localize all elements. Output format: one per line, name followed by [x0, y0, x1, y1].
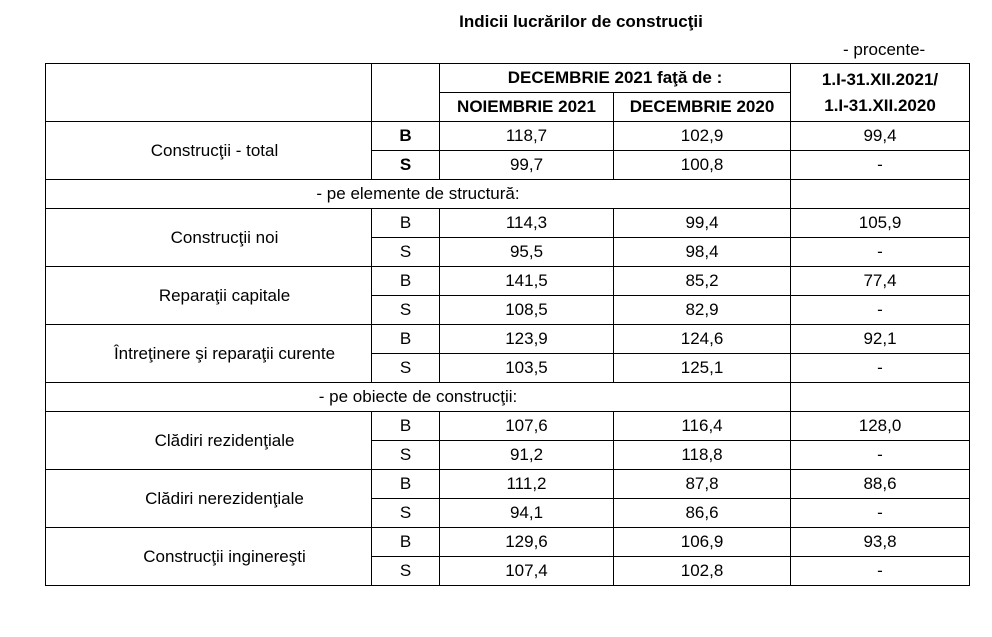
section-blank: [791, 383, 970, 412]
value-nov: 114,3: [440, 209, 614, 238]
header-blank-label: [46, 64, 372, 122]
header-blank-type: [372, 64, 440, 122]
value-cum: -: [791, 354, 970, 383]
section-label-objects: - pe obiecte de construcţii:: [46, 383, 791, 412]
value-nov: 94,1: [440, 499, 614, 528]
value-nov: 118,7: [440, 122, 614, 151]
value-dec: 102,9: [614, 122, 791, 151]
section-label-structure: - pe elemente de structură:: [46, 180, 791, 209]
header-cumulative: [791, 64, 970, 122]
value-dec: 116,4: [614, 412, 791, 441]
row-label: Reparaţii capitale: [46, 267, 372, 325]
value-dec: 102,8: [614, 557, 791, 586]
header-cum-line2: 1.I-31.XII.2020: [824, 95, 936, 115]
value-cum: 93,8: [791, 528, 970, 557]
value-dec: 85,2: [614, 267, 791, 296]
value-dec: 98,4: [614, 238, 791, 267]
type-cell: S: [372, 354, 440, 383]
table-title: Indicii lucrărilor de construcţii: [459, 12, 703, 31]
type-cell: B: [372, 209, 440, 238]
header-group-label: DECEMBRIE 2021 faţă de :: [440, 64, 791, 93]
type-cell: B: [372, 528, 440, 557]
value-nov: 107,6: [440, 412, 614, 441]
type-cell: S: [372, 499, 440, 528]
value-nov: 141,5: [440, 267, 614, 296]
table-row: [46, 267, 970, 296]
value-dec: 100,8: [614, 151, 791, 180]
table-row: [46, 412, 970, 441]
value-cum: -: [791, 441, 970, 470]
table-row: [46, 209, 970, 238]
value-cum: 77,4: [791, 267, 970, 296]
table-row: [46, 470, 970, 499]
value-nov: 95,5: [440, 238, 614, 267]
value-cum: 88,6: [791, 470, 970, 499]
type-cell: S: [372, 557, 440, 586]
table-row: [46, 325, 970, 354]
value-dec: 124,6: [614, 325, 791, 354]
value-dec: 99,4: [614, 209, 791, 238]
unit-note: - procente-: [843, 40, 926, 59]
type-cell: S: [372, 151, 440, 180]
row-label: Întreţinere şi reparaţii curente: [46, 325, 372, 383]
value-nov: 129,6: [440, 528, 614, 557]
value-nov: 107,4: [440, 557, 614, 586]
type-cell: S: [372, 238, 440, 267]
table-row: [46, 528, 970, 557]
row-label: Construcţii inginereşti: [46, 528, 372, 586]
type-cell: B: [372, 122, 440, 151]
row-label: Clădiri rezidenţiale: [46, 412, 372, 470]
section-blank: [791, 180, 970, 209]
value-cum: -: [791, 238, 970, 267]
value-nov: 91,2: [440, 441, 614, 470]
type-cell: B: [372, 412, 440, 441]
type-cell: B: [372, 267, 440, 296]
value-cum: 92,1: [791, 325, 970, 354]
type-cell: S: [372, 441, 440, 470]
type-cell: S: [372, 296, 440, 325]
header-cum-line1: 1.I-31.XII.2021/: [821, 69, 939, 89]
type-cell: B: [372, 470, 440, 499]
value-dec: 82,9: [614, 296, 791, 325]
section-row: [46, 180, 970, 209]
table-title-wrap: [0, 12, 992, 32]
value-nov: 99,7: [440, 151, 614, 180]
value-cum: -: [791, 296, 970, 325]
value-nov: 111,2: [440, 470, 614, 499]
value-dec: 125,1: [614, 354, 791, 383]
type-cell: B: [372, 325, 440, 354]
section-row: [46, 383, 970, 412]
value-nov: 108,5: [440, 296, 614, 325]
value-cum: 99,4: [791, 122, 970, 151]
row-label: Construcţii noi: [46, 209, 372, 267]
value-cum: -: [791, 557, 970, 586]
header-col-nov: NOIEMBRIE 2021: [440, 93, 614, 122]
value-cum: -: [791, 151, 970, 180]
value-cum: 105,9: [791, 209, 970, 238]
row-label-total: Construcţii - total: [46, 122, 372, 180]
header-col-dec: DECEMBRIE 2020: [614, 93, 791, 122]
value-nov: 103,5: [440, 354, 614, 383]
value-dec: 118,8: [614, 441, 791, 470]
value-dec: 86,6: [614, 499, 791, 528]
value-dec: 106,9: [614, 528, 791, 557]
value-nov: 123,9: [440, 325, 614, 354]
value-cum: -: [791, 499, 970, 528]
header-row-1: [46, 64, 970, 93]
value-cum: 128,0: [791, 412, 970, 441]
value-dec: 87,8: [614, 470, 791, 499]
table-row: [46, 122, 970, 151]
indices-table: [45, 63, 970, 586]
row-label: Clădiri nerezidenţiale: [46, 470, 372, 528]
